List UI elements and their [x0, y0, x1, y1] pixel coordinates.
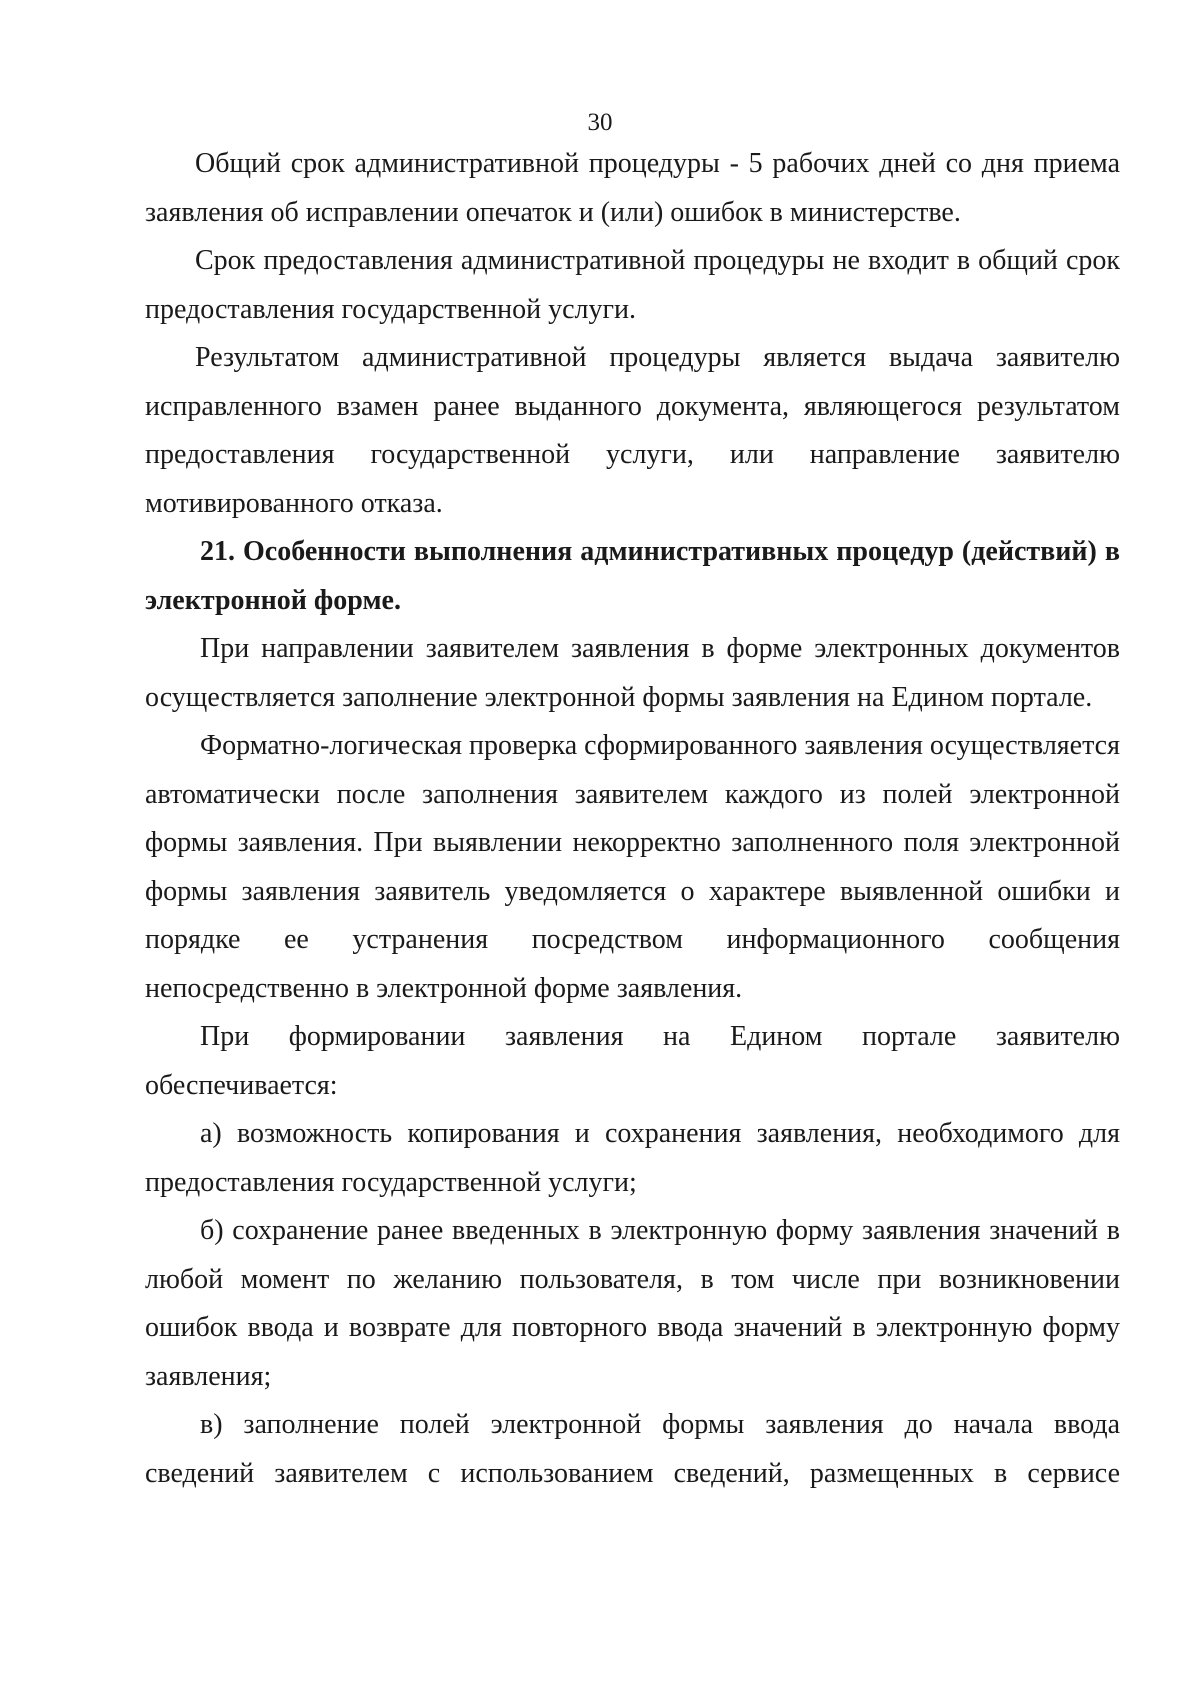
paragraph-electronic-submission: При направлении заявителем заявления в форме электронных документов осуществляется заполнение электронной формы заявления на Едином портале. — [145, 633, 1120, 713]
paragraph-format-check: Форматно-логическая проверка сформированного заявления осуществляется автоматически после заполнения заявителем каждого из полей электронной формы заявления. При выявлении некорректно заполненного поля электронной формы заявления заявитель уведомляется о характере выявленной ошибки и порядке ее устранения посредством информационного сообщения непосредственно в электронной форме заявления. — [145, 730, 1120, 1004]
paragraph-portal-provides: При формировании заявления на Едином портале заявителю обеспечивается: — [145, 1021, 1120, 1101]
list-item-a: а) возможность копирования и сохранения заявления, необходимого для предоставления государственной услуги; — [145, 1118, 1120, 1198]
list-item-v: в) заполнение полей электронной формы заявления до начала ввода сведений заявителем с использованием сведений, размещенных в сервисе — [145, 1409, 1120, 1489]
page-number: 30 — [587, 109, 613, 136]
paragraph-total-term: Общий срок административной процедуры - 5 рабочих дней со дня приема заявления об исправлении опечаток и (или) ошибок в министерстве. — [145, 148, 1120, 228]
document-body — [145, 140, 1120, 1498]
paragraph-result: Результатом административной процедуры является выдача заявителю исправленного взамен ранее выданного документа, являющегося результатом предоставления государственной услуги, или направление заявителю мотивированного отказа. — [145, 342, 1120, 519]
list-item-b: б) сохранение ранее введенных в электронную форму заявления значений в любой момент по желанию пользователя, в том числе при возникновении ошибок ввода и возврате для повторного ввода значений в электронную форму заявления; — [145, 1215, 1120, 1392]
section-heading-21: 21. Особенности выполнения административных процедур (действий) в электронной форме. — [145, 536, 1120, 616]
paragraph-term-not-included: Срок предоставления административной процедуры не входит в общий срок предоставления государственной услуги. — [145, 245, 1120, 325]
